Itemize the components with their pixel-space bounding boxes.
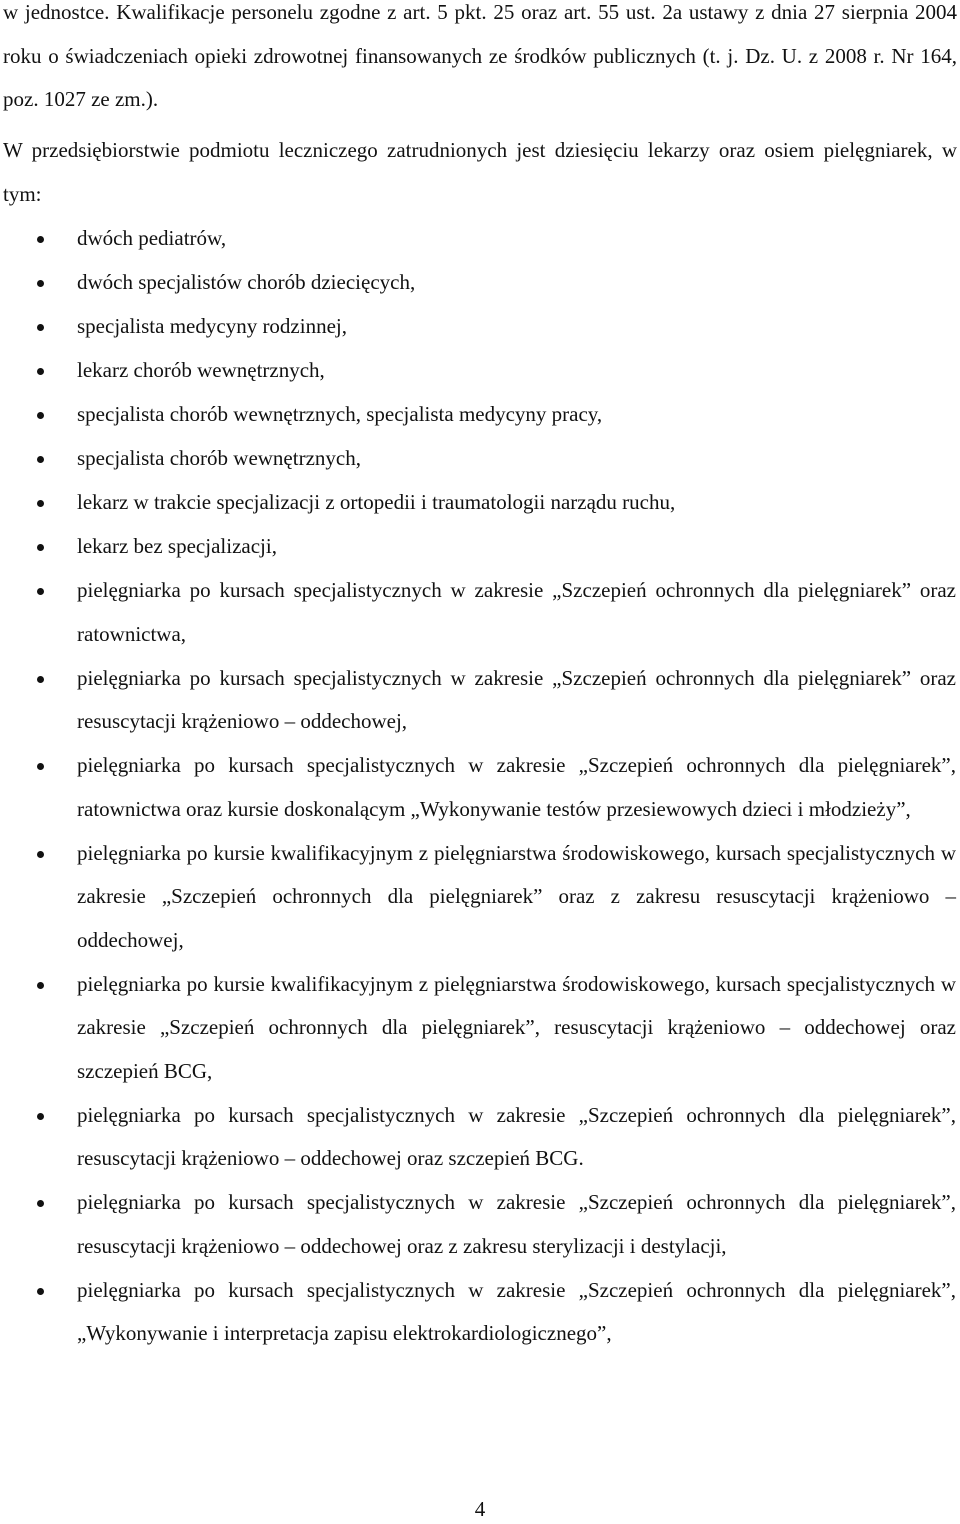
- bullet-icon: [37, 1288, 44, 1295]
- staff-list: [0, 217, 960, 1356]
- list-item: [0, 1094, 956, 1181]
- bullet-icon: [37, 368, 44, 375]
- list-item: [0, 393, 956, 437]
- bullet-icon: [37, 324, 44, 331]
- list-item-text: specjalista chorób wewnętrznych,: [77, 446, 361, 470]
- list-item: [0, 657, 956, 744]
- list-item: [0, 963, 956, 1094]
- list-item: [0, 437, 956, 481]
- list-item-text: lekarz w trakcie specjalizacji z ortopedii i traumatologii narządu ruchu,: [77, 490, 676, 514]
- bullet-icon: [37, 982, 44, 989]
- list-item-text: dwóch specjalistów chorób dziecięcych,: [77, 270, 416, 294]
- list-item-text: pielęgniarka po kursach specjalistycznych w zakresie „Szczepień ochronnych dla pielęgniarek” oraz resuscytacji krążeniowo – oddechowej,: [77, 665, 956, 733]
- bullet-icon: [37, 763, 44, 770]
- list-item-text: pielęgniarka po kursach specjalistycznych w zakresie „Szczepień ochronnych dla pielęgniarek”, „Wykonywanie i interpretacja zapisu elektrokardiologicznego”,: [77, 1277, 956, 1345]
- list-item: [0, 525, 956, 569]
- list-item-text: lekarz bez specjalizacji,: [77, 534, 277, 558]
- bullet-icon: [37, 280, 44, 287]
- bullet-icon: [37, 1200, 44, 1207]
- list-item-text: specjalista medycyny rodzinnej,: [77, 314, 347, 338]
- bullet-icon: [37, 676, 44, 683]
- list-item: [0, 349, 956, 393]
- list-item: [0, 569, 956, 656]
- list-item-text: pielęgniarka po kursach specjalistycznych w zakresie „Szczepień ochronnych dla pielęgniarek”, resuscytacji krążeniowo – oddechowej oraz z zakresu sterylizacji i destylacji,: [77, 1190, 956, 1258]
- intro-paragraph: w jednostce. Kwalifikacje personelu zgodne z art. 5 pkt. 25 oraz art. 55 ust. 2a ustawy z dnia 27 sierpnia 2004 roku o świadczeniach opieki zdrowotnej finansowanych ze środków publicznych (t. j. Dz. U. z 2008 r. Nr 164, poz. 1027 ze zm.).: [3, 0, 957, 111]
- list-item-text: specjalista chorób wewnętrznych, specjalista medycyny pracy,: [77, 402, 603, 426]
- list-item-text: lekarz chorób wewnętrznych,: [77, 358, 325, 382]
- list-item-text: pielęgniarka po kursach specjalistycznych w zakresie „Szczepień ochronnych dla pielęgniarek”, resuscytacji krążeniowo – oddechowej oraz szczepień BCG.: [77, 1102, 956, 1170]
- list-item: [0, 217, 956, 261]
- list-item-text: pielęgniarka po kursie kwalifikacyjnym z pielęgniarstwa środowiskowego, kursach specjalistycznych w zakresie „Szczepień ochronnych dla pielęgniarek”, resuscytacji krążeniowo – oddechowej oraz szczepień BCG,: [77, 971, 956, 1083]
- list-item: [0, 261, 956, 305]
- main-paragraph: W przedsiębiorstwie podmiotu leczniczego zatrudnionych jest dziesięciu lekarzy oraz osiem pielęgniarek, w tym:: [3, 138, 957, 206]
- bullet-icon: [37, 851, 44, 858]
- bullet-icon: [37, 588, 44, 595]
- list-item-text: pielęgniarka po kursie kwalifikacyjnym z pielęgniarstwa środowiskowego, kursach specjalistycznych w zakresie „Szczepień ochronnych dla pielęgniarek” oraz z zakresu resuscytacji krążeniowo – oddechowej,: [77, 840, 956, 952]
- bullet-icon: [37, 500, 44, 507]
- list-item: [0, 832, 956, 963]
- list-item: [0, 744, 956, 831]
- page-number: 4: [474, 1497, 486, 1521]
- list-item: [0, 1269, 956, 1356]
- bullet-icon: [37, 236, 44, 243]
- bullet-icon: [37, 1113, 44, 1120]
- bullet-icon: [37, 544, 44, 551]
- list-item-text: dwóch pediatrów,: [77, 226, 227, 250]
- list-item: [0, 1181, 956, 1268]
- list-item: [0, 481, 956, 525]
- list-item-text: pielęgniarka po kursach specjalistycznych w zakresie „Szczepień ochronnych dla pielęgniarek”, ratownictwa oraz kursie doskonalącym „Wykonywanie testów przesiewowych dzieci i młodzieży”,: [77, 753, 956, 821]
- bullet-icon: [37, 456, 44, 463]
- bullet-icon: [37, 412, 44, 419]
- list-item: [0, 305, 956, 349]
- list-item-text: pielęgniarka po kursach specjalistycznych w zakresie „Szczepień ochronnych dla pielęgniarek” oraz ratownictwa,: [77, 578, 956, 646]
